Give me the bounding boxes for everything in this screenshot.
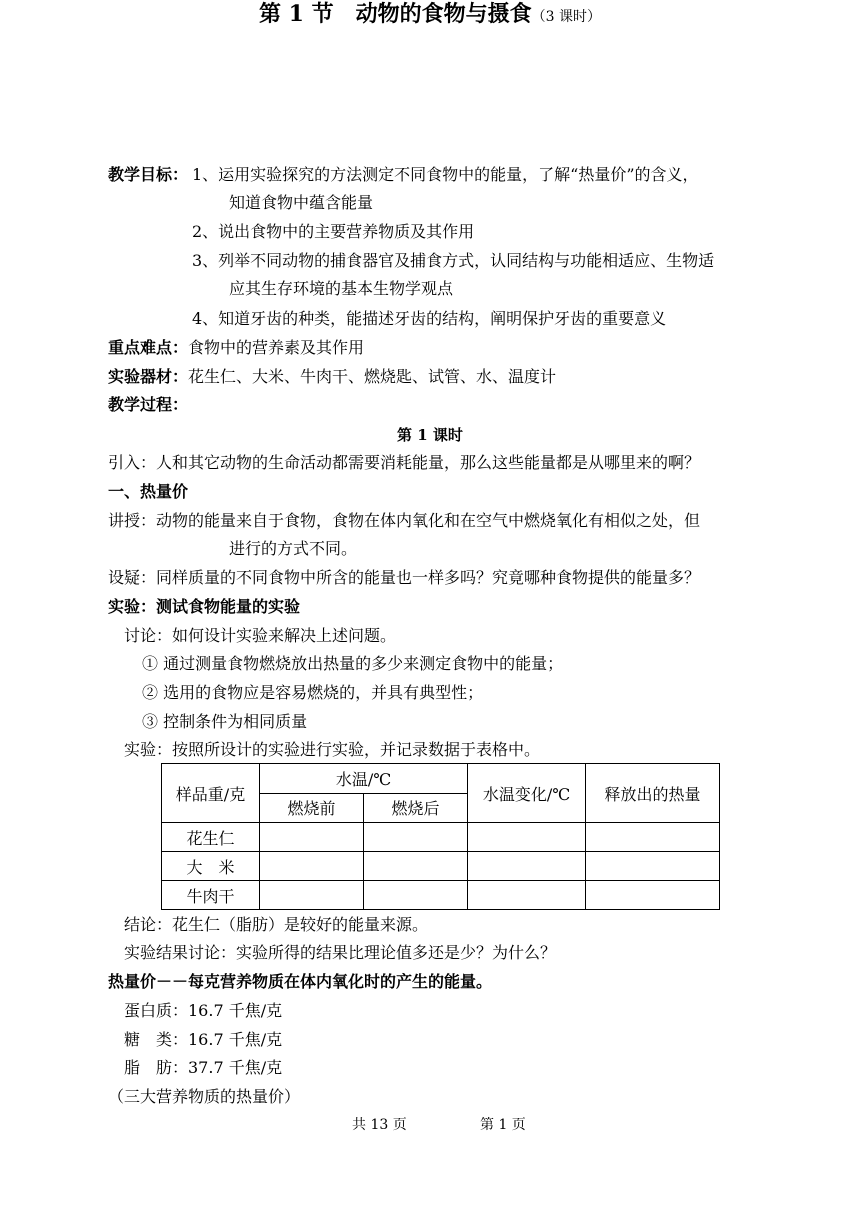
value-fat: 脂 肪：37.7 千焦/克 xyxy=(124,1058,283,1077)
intro: 引入：人和其它动物的生命活动都需要消耗能量，那么这些能量都是从哪里来的啊？ xyxy=(108,453,701,472)
table-row xyxy=(162,823,720,852)
definition: 热量价－－每克营养物质在体内氧化时的产生的能量。 xyxy=(108,972,493,991)
objectives-label: 教学目标： xyxy=(108,165,189,184)
row-label: 大 米 xyxy=(162,852,260,881)
lesson-heading: 第 1 课时 xyxy=(397,426,463,444)
table-row xyxy=(162,852,720,881)
header-heat: 释放出的热量 xyxy=(586,764,720,823)
lecture-line-2: 进行的方式不同。 xyxy=(229,539,358,558)
header-change: 水温变化/℃ xyxy=(468,764,586,823)
point-2: ② 选用的食物应是容易燃烧的，并具有典型性； xyxy=(142,683,484,702)
values-note: （三大营养物质的热量价） xyxy=(108,1087,301,1106)
table-row xyxy=(162,881,720,910)
objective-3: 3、列举不同动物的捕食器官及捕食方式，认同结构与功能相适应、生物适 xyxy=(192,251,715,270)
key-points: 重点难点：食物中的营养素及其作用 xyxy=(108,338,365,357)
experiment-title: 实验：测试食物能量的实验 xyxy=(108,597,301,616)
header-water: 水温/℃ xyxy=(260,764,468,794)
header-before: 燃烧前 xyxy=(260,793,364,823)
objective-4: 4、知道牙齿的种类，能描述牙齿的结构，阐明保护牙齿的重要意义 xyxy=(192,309,667,328)
row-label: 牛肉干 xyxy=(162,881,260,910)
conclusion: 结论：花生仁（脂肪）是较好的能量来源。 xyxy=(124,915,429,934)
experiment-table xyxy=(161,763,720,910)
process-label: 教学过程： xyxy=(108,395,189,414)
objective-1: 1、运用实验探究的方法测定不同食物中的能量，了解“热量价”的含义， xyxy=(192,165,699,184)
footer-total-pages: 共 13 页 xyxy=(352,1117,407,1133)
page-title: 第 1 节 动物的食物与摄食（3 课时） xyxy=(259,1,601,27)
materials: 实验器材：花生仁、大米、牛肉干、燃烧匙、试管、水、温度计 xyxy=(108,367,557,386)
footer-current-page: 第 1 页 xyxy=(480,1117,526,1133)
question: 设疑：同样质量的不同食物中所含的能量也一样多吗？究竟哪种食物提供的能量多？ xyxy=(108,568,701,587)
objective-2: 2、说出食物中的主要营养物质及其作用 xyxy=(192,222,475,241)
value-protein: 蛋白质：16.7 千焦/克 xyxy=(124,1001,283,1020)
section-heading: 一、热量价 xyxy=(108,482,189,501)
header-sample: 样品重/克 xyxy=(162,764,260,823)
lecture-line-1: 讲授：动物的能量来自于食物，食物在体内氧化和在空气中燃烧氧化有相似之处，但 xyxy=(108,511,701,530)
experiment-note: 实验：按照所设计的实验进行实验，并记录数据于表格中。 xyxy=(124,740,541,759)
page-subtitle: （3 课时） xyxy=(531,9,601,25)
discussion: 讨论：如何设计实验来解决上述问题。 xyxy=(124,626,397,645)
objective-1-cont: 知道食物中蕴含能量 xyxy=(229,193,374,212)
result-discussion: 实验结果讨论：实验所得的结果比理论值多还是少？为什么？ xyxy=(124,943,557,962)
objective-3-cont: 应其生存环境的基本生物学观点 xyxy=(229,279,454,298)
row-label: 花生仁 xyxy=(162,823,260,852)
value-sugar: 糖 类：16.7 千焦/克 xyxy=(124,1030,283,1049)
point-3: ③ 控制条件为相同质量 xyxy=(142,712,308,731)
point-1: ① 通过测量食物燃烧放出热量的多少来测定食物中的能量； xyxy=(142,654,564,673)
header-after: 燃烧后 xyxy=(364,793,468,823)
